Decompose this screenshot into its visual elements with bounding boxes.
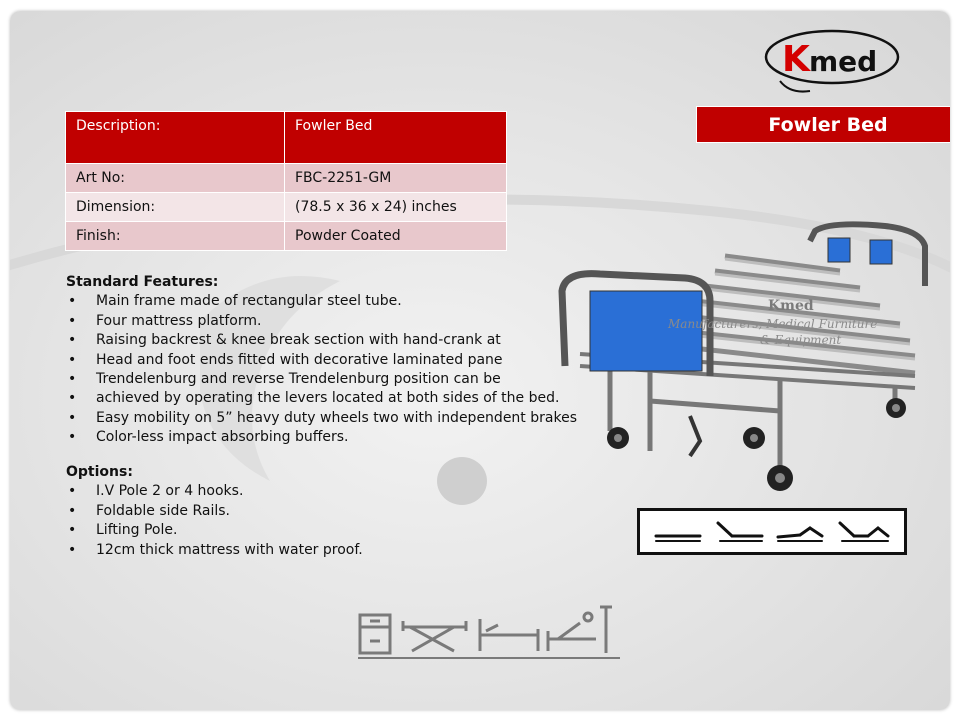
furniture-icons-strip: [348, 601, 623, 663]
feature-item: • Four mattress platform.: [66, 312, 686, 331]
product-name-tag: Fowler Bed: [696, 106, 950, 143]
options-title: Options:: [66, 464, 133, 480]
spec-description-value: Fowler Bed: [285, 112, 507, 164]
option-item: • Foldable side Rails.: [66, 502, 466, 521]
stretcher-icon: [403, 621, 466, 651]
spec-art-no-value: FBC-2251-GM: [285, 164, 507, 193]
kmed-logo: [760, 19, 910, 99]
feature-item: • Easy mobility on 5” heavy duty wheels two with independent brakes: [66, 409, 686, 428]
feature-item: • Color-less impact absorbing buffers.: [66, 428, 686, 447]
slide: [10, 11, 950, 710]
spec-table: [65, 111, 507, 251]
headboard-panel-left: [828, 238, 850, 262]
fowler-position-icon: [840, 523, 888, 541]
feature-item: • Trendelenburg and reverse Trendelenburg position can be: [66, 370, 686, 389]
bed-positions-icons: [640, 511, 904, 552]
patient-bed-iv-icon: [548, 607, 612, 653]
feature-item: • Head and foot ends fitted with decorative laminated pane: [66, 351, 686, 370]
bed-positions-diagram: [637, 508, 907, 555]
hospital-bed-icon: [480, 619, 538, 651]
spec-row-finish: [66, 222, 507, 251]
headboard-panel-right: [870, 240, 892, 264]
spec-row-dimension: [66, 193, 507, 222]
spec-dimension-value: (78.5 x 36 x 24) inches: [285, 193, 507, 222]
spec-finish-value: Powder Coated: [285, 222, 507, 251]
standard-features-title: Standard Features:: [66, 274, 219, 290]
spec-table-header-row: [66, 112, 507, 164]
feature-item: • Raising backrest & knee break section with hand-crank at: [66, 331, 686, 350]
bed-watermark-line1: Manufacturers, Medical Furniture: [668, 317, 878, 331]
options-list: [66, 482, 466, 560]
knee-break-icon: [778, 528, 822, 541]
backrest-raised-icon: [718, 523, 762, 541]
spec-art-no-label: Art No:: [66, 164, 285, 193]
standard-features-section: [66, 273, 686, 448]
bedside-cabinet-icon: [360, 615, 390, 653]
feature-item: • achieved by operating the levers located at both sides of the bed.: [66, 389, 686, 408]
spec-finish-label: Finish:: [66, 222, 285, 251]
options-section: [66, 463, 466, 560]
option-item: • I.V Pole 2 or 4 hooks.: [66, 482, 466, 501]
bed-watermark-brand: Kmed: [768, 298, 814, 314]
bed-watermark-line2: & Equipment: [760, 333, 842, 347]
standard-features-list: [66, 292, 686, 447]
logo-k-letter: K: [782, 39, 810, 80]
option-item: • Lifting Pole.: [66, 521, 466, 540]
flat-position-icon: [656, 536, 700, 541]
option-item: • 12cm thick mattress with water proof.: [66, 541, 466, 560]
spec-description-label: Description:: [66, 112, 285, 164]
logo-med-text: med: [809, 45, 878, 78]
feature-item: • Main frame made of rectangular steel tube.: [66, 292, 686, 311]
spec-row-art-no: [66, 164, 507, 193]
spec-dimension-label: Dimension:: [66, 193, 285, 222]
